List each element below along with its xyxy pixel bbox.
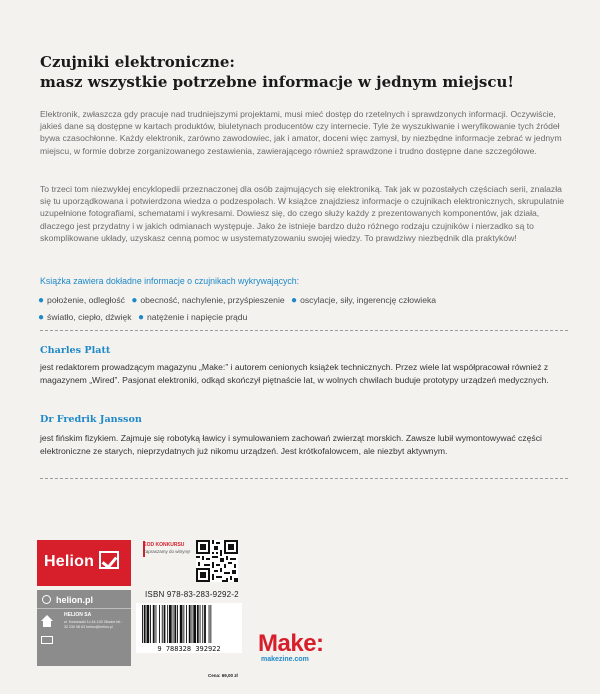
topic-label: obecność, nachylenie, przyśpieszenie [140,295,285,305]
barcode-bar [147,605,150,643]
intro-paragraph-1: Elektronik, zwłaszcza gdy pracuje nad trudniejszymi projektami, musi mieć dostęp do rzetelnych i sprawdzonych informacji. Oczywiście, jakieś dane są dostępne w kartach produktów, biuletynach producentów czy internecie. Tyle że wyszukiwanie i weryfikowanie tych źródeł bywa czasochłonne. Każdy elektronik, zarówno zawodowiec, jak i amator, doceni więc zamysł, by niezbędne informacje zebrać w jednym miejscu, w formie dobrze zorganizowanego zestawienia, zawierającego również sprawdzone i trudno dostępne dane szczegółowe. [40,109,562,156]
barcode-bar [193,605,196,643]
barcode-bar [189,605,191,643]
helion-website: helion.pl [56,595,93,605]
section-divider [40,330,568,331]
price-label: Cena: 69,00 zł [208,673,238,678]
bullet-icon: ● [131,295,138,306]
barcode-bar [167,605,168,643]
barcode-bar [209,605,210,643]
helion-address: ul. Kościuszki 1c 44-100 Gliwice tel.: 32 230 98 63 helion@helion.pl [64,620,123,629]
topic-label: natężenie i napięcie prądu [147,312,248,322]
barcode-digits: 9 788328 392922 [157,645,221,653]
barcode-bar [183,605,184,643]
barcode-bar [173,605,174,643]
make-website: makezine.com [261,656,309,663]
topic-item [38,292,125,309]
order-code-label: KOD KONKURSU [143,542,185,548]
barcode-bar [164,605,166,643]
barcode-bar [142,605,143,643]
bullet-icon: ● [137,312,145,323]
barcode-bar [202,605,203,643]
barcode-bar [153,605,155,643]
barcode-bar [210,605,211,643]
barcode-bar [177,605,178,643]
barcode-bar [197,605,199,643]
barcode-bar [156,605,157,643]
topic-label: światło, ciepło, dźwięk [47,312,132,322]
barcode-bar [169,605,172,643]
make-logo: Make: [258,630,324,657]
qr-code-icon [196,540,238,582]
author-name-platt: Charles Platt [40,345,111,356]
headline-line-2: masz wszystkie potrzebne informacje w jednym miejscu! [40,73,514,91]
topic-label: oscylacje, siły, ingerencję człowieka [300,295,437,305]
helion-logo: Helion [44,553,95,570]
barcode-bar [174,605,176,643]
intro-paragraph-2: To trzeci tom niezwykłej encyklopedii przeznaczonej dla osób zajmujących się elektroniką. Tak jak w pozostałych częściach serii, znalazła się tu uporządkowana i potwierdzona wiedza o podzespołach. W książce znajdziesz informacje o czujnikach elektronicznych, skrupulatnie uzupełnione fotografiami, schematami i wykresami. Dowiesz się, do czego służy każdy z prezentowanych komponentów, jak działa, dlaczego jest przydatny i w jakich odmianach występuje. Jako że istnieje bardzo dużo różnego rodzaju czujników i nierzadko są to skomplikowane układy, uzyskasz cenną pomoc w usystematyzowaniu swojej wiedzy. To prawdziwy niezbędnik dla praktyków! [40,184,565,243]
topic-item [138,309,247,326]
author-bio-jansson: jest fińskim fizykiem. Zajmuje się robotyką ławicy i symulowaniem zachowań zwierząt morskich. Zawsze lubił wymontowywać części elektroniczne ze starych, nieprzydatnych już nikomu urządzeń. Jest krótkofalowcem, ale niezbyt aktywnym. [40,433,542,456]
topic-item [38,309,132,326]
topic-item [291,292,436,309]
helion-company-name: HELION SA [64,612,92,618]
barcode-icon [136,603,242,653]
barcode-bar [150,605,151,643]
barcode-bar [192,605,193,643]
topics-heading: Książka zawiera dokładne informacje o czujnikach wykrywających: [40,276,300,286]
helion-divider [37,608,131,609]
author-bio-platt: jest redaktorem prowadzącym magazynu „Make:” i autorem cenionych książek technicznych. Przez wiele lat współpracował również z magazynem „Wired”. Pasjonat elektroniki, odkąd skończył piętnaście lat, w wolnych chwilach buduje prototypy urządzeń medycznych. [40,362,549,385]
topics-list [38,292,578,326]
barcode-bar [162,605,163,643]
barcode-bar [186,605,187,643]
topic-label: położenie, odległość [47,295,125,305]
isbn-label: ISBN 978-83-283-9292-2 [145,590,239,599]
headline-line-1: Czujniki elektroniczne: [40,53,235,71]
bullet-icon: ● [38,295,45,306]
bullet-icon: ● [38,312,45,323]
section-divider [40,478,568,479]
order-code-sublabel: Zapraszamy do witryny! [143,549,191,554]
bullet-icon: ● [291,295,298,306]
barcode-bar [200,605,201,643]
barcode-bar [180,605,183,643]
house-icon-body [43,621,51,627]
topic-item [131,292,284,309]
globe-icon [42,595,51,604]
barcode-bar [159,605,160,643]
barcode-bar [144,605,146,643]
barcode-bar [204,605,206,643]
helion-check-icon [99,551,119,569]
cover-headline [40,52,580,92]
author-name-jansson: Dr Fredrik Jansson [40,414,142,425]
envelope-icon [41,636,53,644]
